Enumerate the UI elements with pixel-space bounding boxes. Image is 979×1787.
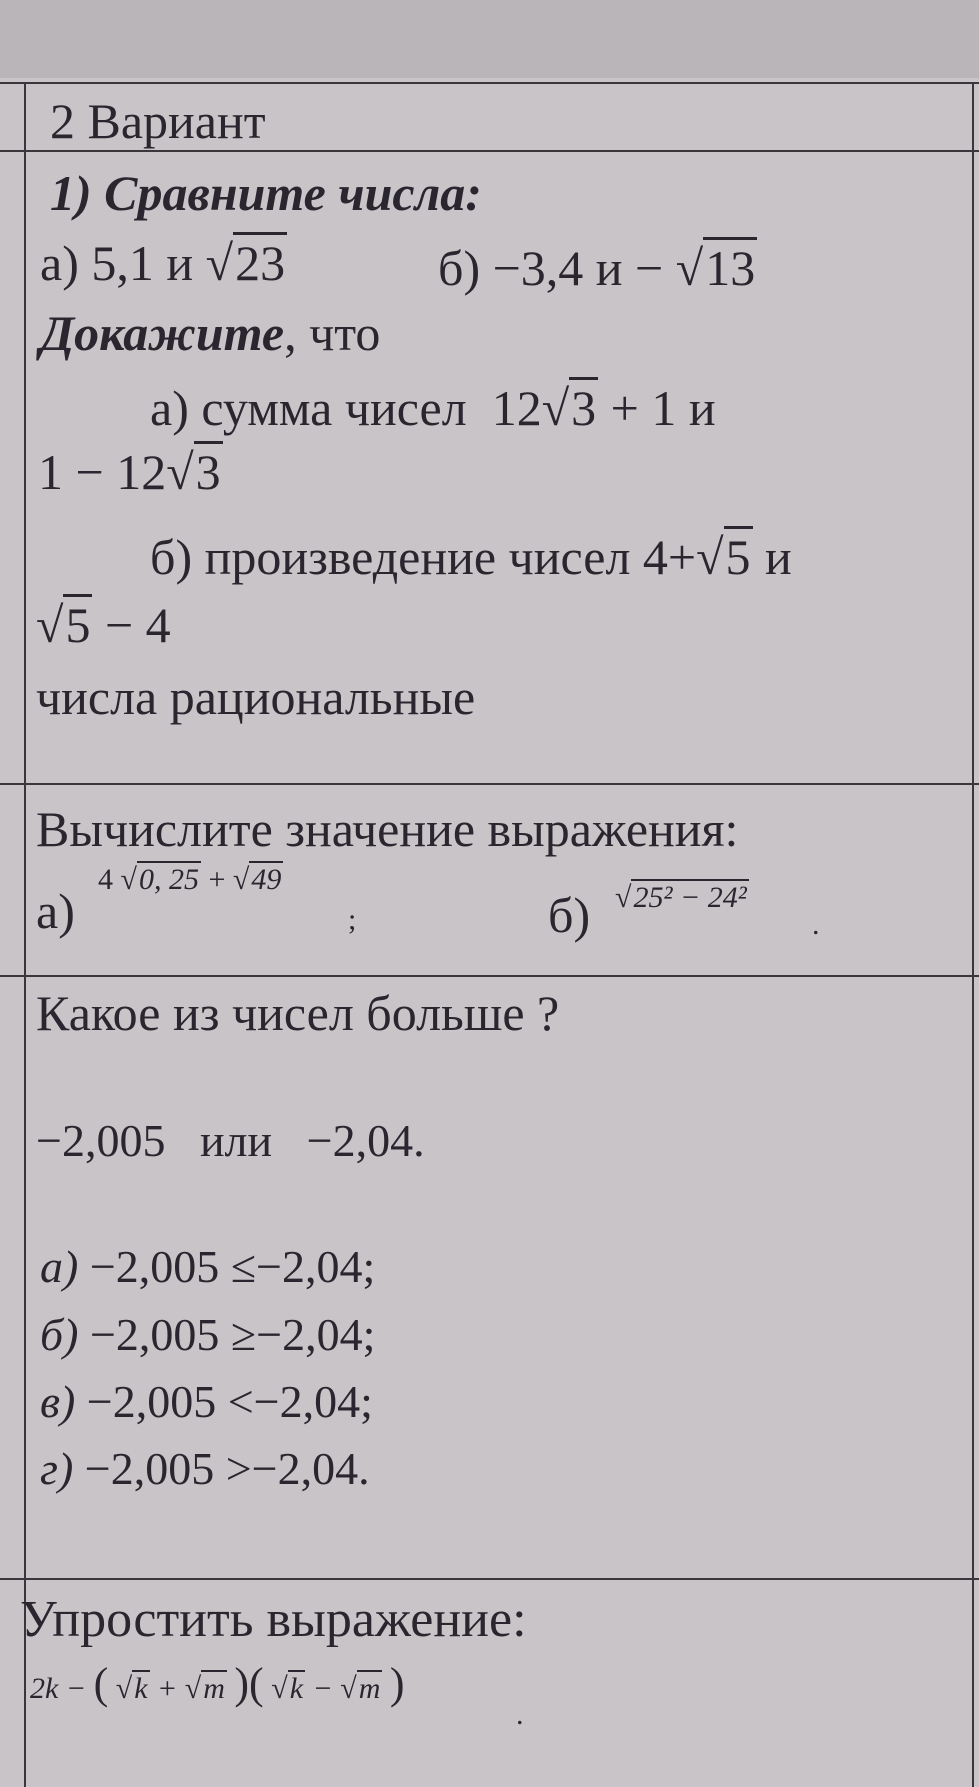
task1-b-radicand: 13 (703, 237, 757, 296)
task4-option-d-label: г) (40, 1443, 74, 1494)
task1-item-b (438, 240, 757, 296)
sqrt-sign: √3 (542, 383, 598, 433)
task1-b-label: б) (438, 240, 481, 296)
task3-a-coef: 4 (98, 863, 113, 896)
sqrt-sign: √k (115, 1672, 148, 1705)
task3-a-label: а) (36, 883, 75, 939)
task2-b2-tail: − 4 (104, 597, 171, 653)
task4-numbers: −2,005 или −2,04. (36, 1115, 425, 1166)
task2-prove-rest: , что (284, 305, 381, 361)
task5-radicand-k2: k (289, 1672, 304, 1705)
divider-task2 (0, 783, 979, 785)
task4-option-a (40, 1241, 376, 1292)
task3-b-label: б) (548, 887, 591, 943)
task5-expr: 2k − ( √k + √m )( √k − √m ) (30, 1659, 405, 1708)
task2-a2-head: 1 − 12 (38, 444, 167, 500)
task3-b-end: . (812, 908, 820, 941)
sqrt-sign: √25² − 24² (615, 881, 747, 914)
task3-a-plus: + (208, 863, 226, 896)
task2-prove: Докажите (40, 305, 285, 361)
variant-title: 2 Вариант (50, 93, 266, 149)
task4-option-d (40, 1443, 370, 1494)
sqrt-sign: √49 (232, 863, 282, 896)
sqrt-sign: √m (340, 1672, 381, 1705)
task3-a-expr (98, 865, 283, 895)
task2-b-tail: и (765, 529, 792, 585)
task4-option-c (40, 1376, 373, 1427)
task4-option-b-text: −2,005 ≥−2,04; (89, 1309, 376, 1360)
table-right-border (972, 82, 974, 1787)
sqrt-sign: √5 (696, 532, 752, 582)
table-left-border (24, 82, 26, 1787)
task1-title: 1) Сравните числа: (50, 165, 482, 221)
task3-a-radicand2: 49 (251, 863, 282, 896)
task5-end: . (516, 1698, 524, 1731)
task5-radicand-k: k (134, 1672, 148, 1705)
task4-option-b-label: б) (40, 1309, 79, 1360)
task2-a-radicand: 3 (569, 377, 598, 436)
task4-option-a-text: −2,005 ≤−2,04; (89, 1241, 376, 1292)
task2-item-b (150, 529, 792, 585)
task3-title: Вычислите значение выражения: (36, 801, 739, 857)
sqrt-sign: √5 (36, 600, 92, 650)
table-top-border (0, 82, 979, 84)
task4-option-d-text: −2,005 >−2,04. (84, 1443, 370, 1494)
task2-conclusion: числа рациональные (36, 669, 476, 725)
sqrt-sign: √m (184, 1672, 225, 1705)
task5-expr-head: 2k − (30, 1672, 87, 1705)
task2-item-a (150, 380, 716, 436)
sqrt-sign: √k (271, 1672, 304, 1705)
task1-a-left: 5,1 и (91, 235, 194, 291)
task5-radicand-m: m (203, 1672, 225, 1705)
task1-a-label: а) (40, 235, 79, 291)
task2-b2-radicand: 5 (63, 594, 92, 653)
task2-item-b-line2 (36, 597, 171, 653)
sqrt-sign: √13 (676, 243, 757, 293)
task2-prove-line (40, 305, 381, 361)
task2-a2-radicand: 3 (194, 441, 223, 500)
task5-title: Упростить выражение: (20, 1591, 527, 1648)
task3-b-expr (615, 883, 749, 913)
divider-task3 (0, 975, 979, 977)
task4-option-a-label: а) (40, 1241, 79, 1292)
task1-item-a (40, 235, 287, 291)
task2-b-radicand: 5 (724, 526, 753, 585)
sqrt-sign: √0, 25 (120, 863, 199, 896)
task3-b-radicand: 25² − 24² (633, 881, 747, 914)
task1-a-radicand: 23 (233, 232, 287, 291)
divider-header (0, 150, 979, 152)
task3-a-end: ; (348, 903, 357, 936)
task4-option-c-label: в) (40, 1376, 76, 1427)
task2-b-text: б) произведение чисел 4+ (150, 529, 697, 585)
sqrt-sign: √23 (206, 238, 287, 288)
task4-option-c-text: −2,005 <−2,04; (86, 1376, 373, 1427)
task4-option-b (40, 1309, 376, 1360)
task5-radicand-m2: m (358, 1672, 381, 1705)
task3-a-radicand1: 0, 25 (138, 863, 199, 896)
task1-b-left: −3,4 и − (492, 240, 664, 296)
divider-task4 (0, 1578, 979, 1580)
task2-a-tail: + 1 и (610, 380, 716, 436)
task2-item-a-line2 (38, 444, 223, 500)
sqrt-sign: √3 (166, 447, 222, 497)
task2-a-text: а) сумма чисел (150, 380, 467, 436)
task4-title: Какое из чисел больше ? (36, 985, 560, 1041)
task2-a-coef: 12 (491, 380, 542, 436)
